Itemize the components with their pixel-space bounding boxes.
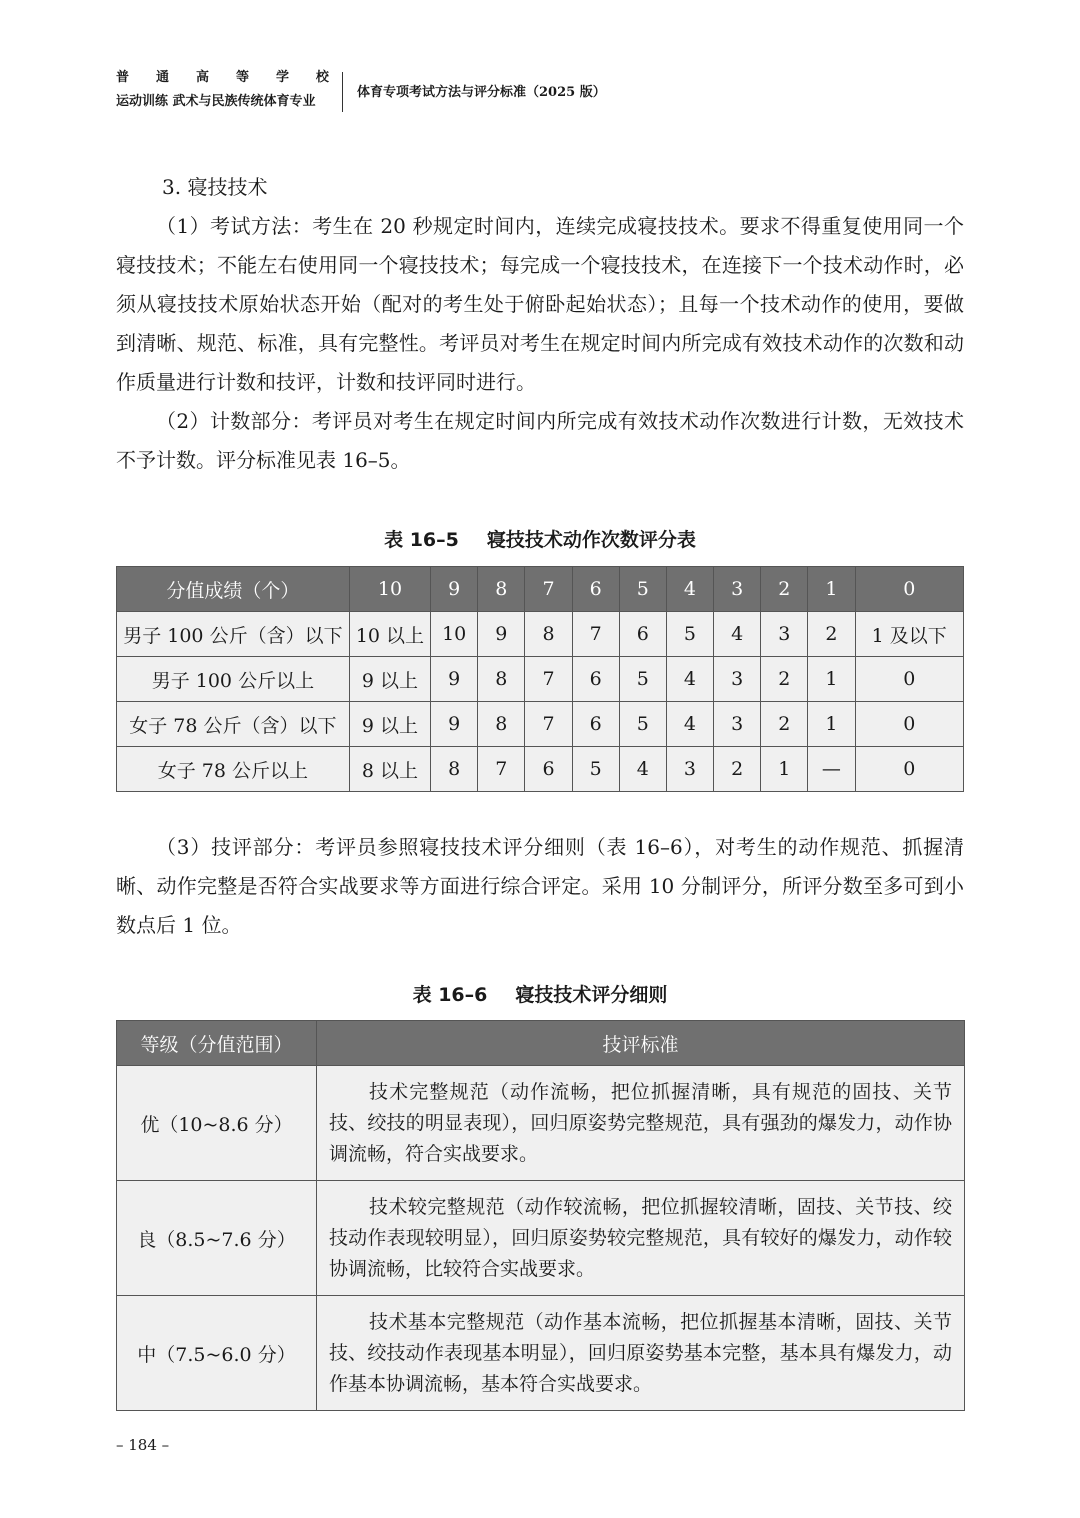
table-cell: 1 及以下 [855,612,964,657]
table-cell: 6 [572,657,619,702]
table-cell: 0 [855,657,964,702]
table-cell: 2 [761,702,808,747]
table-cell: 5 [619,657,666,702]
grade-cell: 中（7.5~6.0 分） [117,1296,317,1411]
table-cell: 7 [572,612,619,657]
header-cell: 5 [619,567,666,612]
header-cell: 1 [808,567,855,612]
header-school-char: 普 [116,70,131,85]
table-cell: 7 [478,747,525,792]
header-school-char: 校 [315,70,330,85]
table-cell: 3 [714,702,761,747]
header-cell: 8 [478,567,525,612]
technical-criteria-table [116,1020,965,1411]
header-cell: 0 [855,567,964,612]
table-cell: 0 [855,702,964,747]
table-cell: 3 [761,612,808,657]
header-cell: 10 [349,567,430,612]
table-cell: 男子 100 公斤（含）以下 [117,612,350,657]
header-cell: 分值成绩（个） [117,567,350,612]
criteria-cell [317,1066,965,1181]
criteria-text: 技术较完整规范（动作较流畅，把位抓握较清晰，固技、关节技、绞技动作表现较明显），回归原姿势较完整规范，具有较好的爆发力，动作较协调流畅，比较符合实战要求。 [329,1195,952,1280]
paragraph-counting: （2）计数部分：考评员对考生在规定时间内所完成有效技术动作次数进行计数，无效技术不予计数。评分标准见表 16–5。 [116,409,964,472]
table2-caption [116,980,964,1007]
table-row [117,1296,965,1411]
header-cell: 3 [714,567,761,612]
header-cell: 9 [431,567,478,612]
table-cell: 女子 78 公斤以上 [117,747,350,792]
table-cell: 3 [714,657,761,702]
table-cell: 9 [431,657,478,702]
table2-title: 寝技技术评分细则 [515,984,668,1006]
table-cell: 8 [478,702,525,747]
header-cell: 7 [525,567,572,612]
table-row [117,612,964,657]
table-cell: 5 [619,702,666,747]
grade-cell: 优（10~8.6 分） [117,1066,317,1181]
header-cell: 2 [761,567,808,612]
table-cell: 2 [714,747,761,792]
table-cell: 6 [572,702,619,747]
table-row [117,1181,965,1296]
table-cell: — [808,747,855,792]
table-cell: 4 [666,702,713,747]
table-cell: 9 以上 [349,702,430,747]
table-cell: 5 [572,747,619,792]
paragraph-exam-method: （1）考试方法：考生在 20 秒规定时间内，连续完成寝技技术。要求不得重复使用同一个寝技技术；不能左右使用同一个寝技技术；每完成一个寝技技术，在连接下一个技术动作时，必须从寝技技术原始状态开始（配对的考生处于俯卧起始状态）；且每一个技术动作的使用，要做到清晰、规范、标准，具有完整性。考评员对考生在规定时间内所完成有效技术动作的次数和动作质量进行计数和技评，计数和技评同时进行。 [116,214,964,394]
table2-number: 表 16–6 [412,984,488,1006]
table-cell: 1 [808,657,855,702]
table-row [117,657,964,702]
table-cell: 1 [761,747,808,792]
table-cell: 男子 100 公斤以上 [117,657,350,702]
section-body-2 [116,828,964,945]
table-cell: 10 以上 [349,612,430,657]
header-divider [342,72,343,112]
table-cell: 2 [808,612,855,657]
criteria-cell [317,1181,965,1296]
section-body [116,168,964,480]
header-major: 运动训练 武术与民族传统体育专业 [116,94,316,109]
table-cell: 4 [666,657,713,702]
page-number: – 184 – [116,1436,170,1454]
table-header-row [117,567,964,612]
header-left [116,68,330,112]
header-school-char: 等 [235,70,250,85]
table-cell: 6 [619,612,666,657]
paragraph-technical-evaluation: （3）技评部分：考评员参照寝技技术评分细则（表 16–6），对考生的动作规范、抓握清晰、动作完整是否符合实战要求等方面进行综合评定。采用 10 分制评分，所评分数至多可到小数点后 1 位。 [116,835,964,937]
table-row [117,747,964,792]
table-cell: 8 [525,612,572,657]
table-cell: 0 [855,747,964,792]
table-cell: 8 [431,747,478,792]
table-row [117,702,964,747]
table-cell: 8 以上 [349,747,430,792]
table-cell: 7 [525,702,572,747]
header-cell: 4 [666,567,713,612]
section-heading: 3. 寝技技术 [162,175,268,199]
table-cell: 女子 78 公斤（含）以下 [117,702,350,747]
header-cell: 技评标准 [317,1021,965,1066]
grade-cell: 良（8.5~7.6 分） [117,1181,317,1296]
header-school-char: 通 [155,70,170,85]
table-cell: 9 [431,702,478,747]
table1-caption [116,525,964,552]
table-cell: 4 [619,747,666,792]
criteria-text: 技术基本完整规范（动作基本流畅，把位抓握基本清晰，固技、关节技、绞技动作表现基本明显），回归原姿势基本完整，基本具有爆发力，动作基本协调流畅，基本符合实战要求。 [329,1310,952,1395]
table-cell: 10 [431,612,478,657]
table-cell: 3 [666,747,713,792]
criteria-text: 技术完整规范（动作流畅，把位抓握清晰，具有规范的固技、关节技、绞技的明显表现），回归原姿势完整规范，具有强劲的爆发力，动作协调流畅，符合实战要求。 [329,1080,952,1165]
table-row [117,1066,965,1181]
criteria-cell [317,1296,965,1411]
table-cell: 5 [666,612,713,657]
header-school-char: 学 [275,70,290,85]
table1-title: 寝技技术动作次数评分表 [486,529,696,551]
table-cell: 7 [525,657,572,702]
header-school-name [116,68,330,88]
table-cell: 6 [525,747,572,792]
table-cell: 8 [478,657,525,702]
table-cell: 9 [478,612,525,657]
count-score-table [116,566,964,792]
table1-number: 表 16–5 [384,529,459,551]
table-cell: 4 [714,612,761,657]
header-school-char: 高 [195,70,210,85]
header-cell: 6 [572,567,619,612]
header-cell: 等级（分值范围） [117,1021,317,1066]
header-book-title: 体育专项考试方法与评分标准（2025 版） [357,85,606,100]
table-cell: 1 [808,702,855,747]
table-cell: 2 [761,657,808,702]
table-cell: 9 以上 [349,657,430,702]
table-header-row [117,1021,965,1066]
